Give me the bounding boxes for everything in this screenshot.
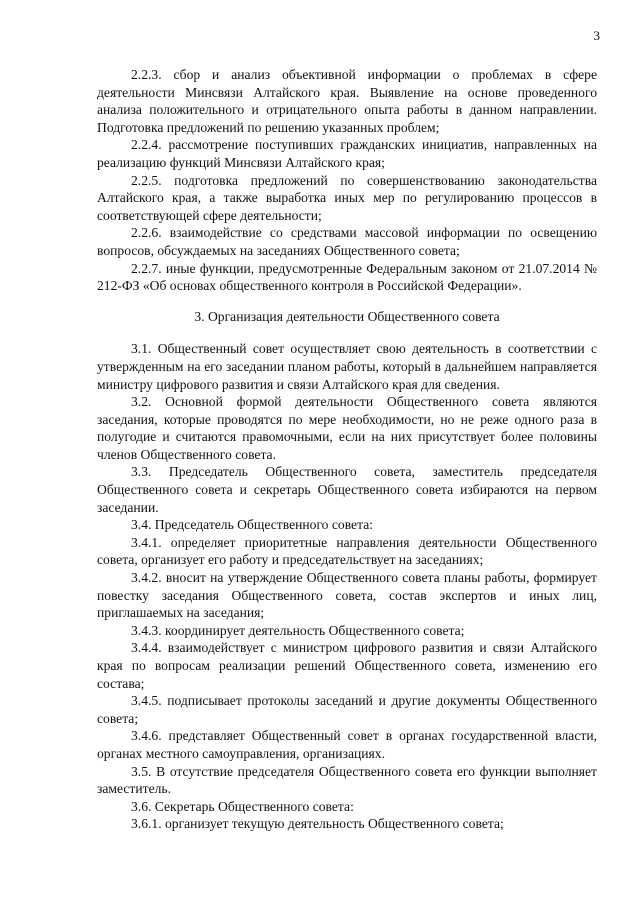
paragraph-2-2-5: 2.2.5. подготовка предложений по совершенствованию законодательства Алтайского края, а также выработка иных мер по регулированию процессов в соответствующей сфере деятельности; bbox=[97, 172, 597, 223]
document-body bbox=[97, 66, 597, 833]
paragraph-3-6-1: 3.6.1. организует текущую деятельность Общественного совета; bbox=[131, 816, 504, 832]
paragraph-3-4-6: 3.4.6. представляет Общественный совет в органах государственной власти, органах местного самоуправления, организациях. bbox=[97, 728, 597, 761]
paragraph-3-4-5: 3.4.5. подписывает протоколы заседаний и другие документы Общественного совета; bbox=[97, 693, 597, 726]
paragraph-3-4-2: 3.4.2. вносит на утверждение Общественного совета планы работы, формирует повестку заседания Общественного совета, состав экспертов и иных лиц, приглашаемых на заседания; bbox=[97, 570, 597, 621]
paragraph-3-4: 3.4. Председатель Общественного совета: bbox=[131, 517, 373, 533]
section-heading-3: 3. Организация деятельности Общественного совета bbox=[194, 308, 500, 324]
paragraph-3-6: 3.6. Секретарь Общественного совета: bbox=[131, 798, 354, 814]
paragraph-3-4-1: 3.4.1. определяет приоритетные направления деятельности Общественного совета, организует его работу и председательствует на заседаниях; bbox=[97, 534, 597, 568]
paragraph-2-2-7: 2.2.7. иные функции, предусмотренные Федеральным законом от 21.07.2014 № 212-ФЗ «Об основах общественного контроля в Российской Федерации». bbox=[97, 260, 597, 294]
paragraph-3-5: 3.5. В отсутствие председателя Общественного совета его функции выполняет заместитель. bbox=[97, 763, 597, 797]
paragraph-2-2-3: 2.2.3. сбор и анализ объективной информации о проблемах в сфере деятельности Минсвязи Алтайского края. Выявление на основе проведенного анализа положительного и отрицательного опыта работы в данном направлении. Подготовка предложений по решению указанных проблем; bbox=[97, 67, 597, 135]
paragraph-3-4-3: 3.4.3. координирует деятельность Общественного совета; bbox=[131, 622, 465, 638]
paragraph-2-2-6: 2.2.6. взаимодействие со средствами массовой информации по освещению вопросов, обсуждаемых на заседаниях Общественного совета; bbox=[97, 225, 597, 258]
paragraph-3-1: 3.1. Общественный совет осуществляет свою деятельность в соответствии с утвержденным на его заседании планом работы, который в дальнейшем направляется министру цифрового развития и связи Алтайского края для сведения. bbox=[97, 341, 597, 392]
paragraph-3-3: 3.3. Председатель Общественного совета, заместитель председателя Общественного совета и секретарь Общественного совета избираются на первом заседании. bbox=[97, 464, 597, 515]
paragraph-3-2: 3.2. Основной формой деятельности Общественного совета являются заседания, которые проводятся по мере необходимости, но не реже одного раза в полугодие и считаются правомочными, если на них присутствует более половины членов Общественного совета. bbox=[97, 394, 597, 462]
paragraph-2-2-4: 2.2.4. рассмотрение поступивших гражданских инициатив, направленных на реализацию функций Минсвязи Алтайского края; bbox=[97, 137, 597, 170]
page-number: 3 bbox=[593, 28, 600, 43]
paragraph-3-4-4: 3.4.4. взаимодействует с министром цифрового развития и связи Алтайского края по вопросам реализации решений Общественного совета, изменению его состава; bbox=[97, 640, 597, 691]
